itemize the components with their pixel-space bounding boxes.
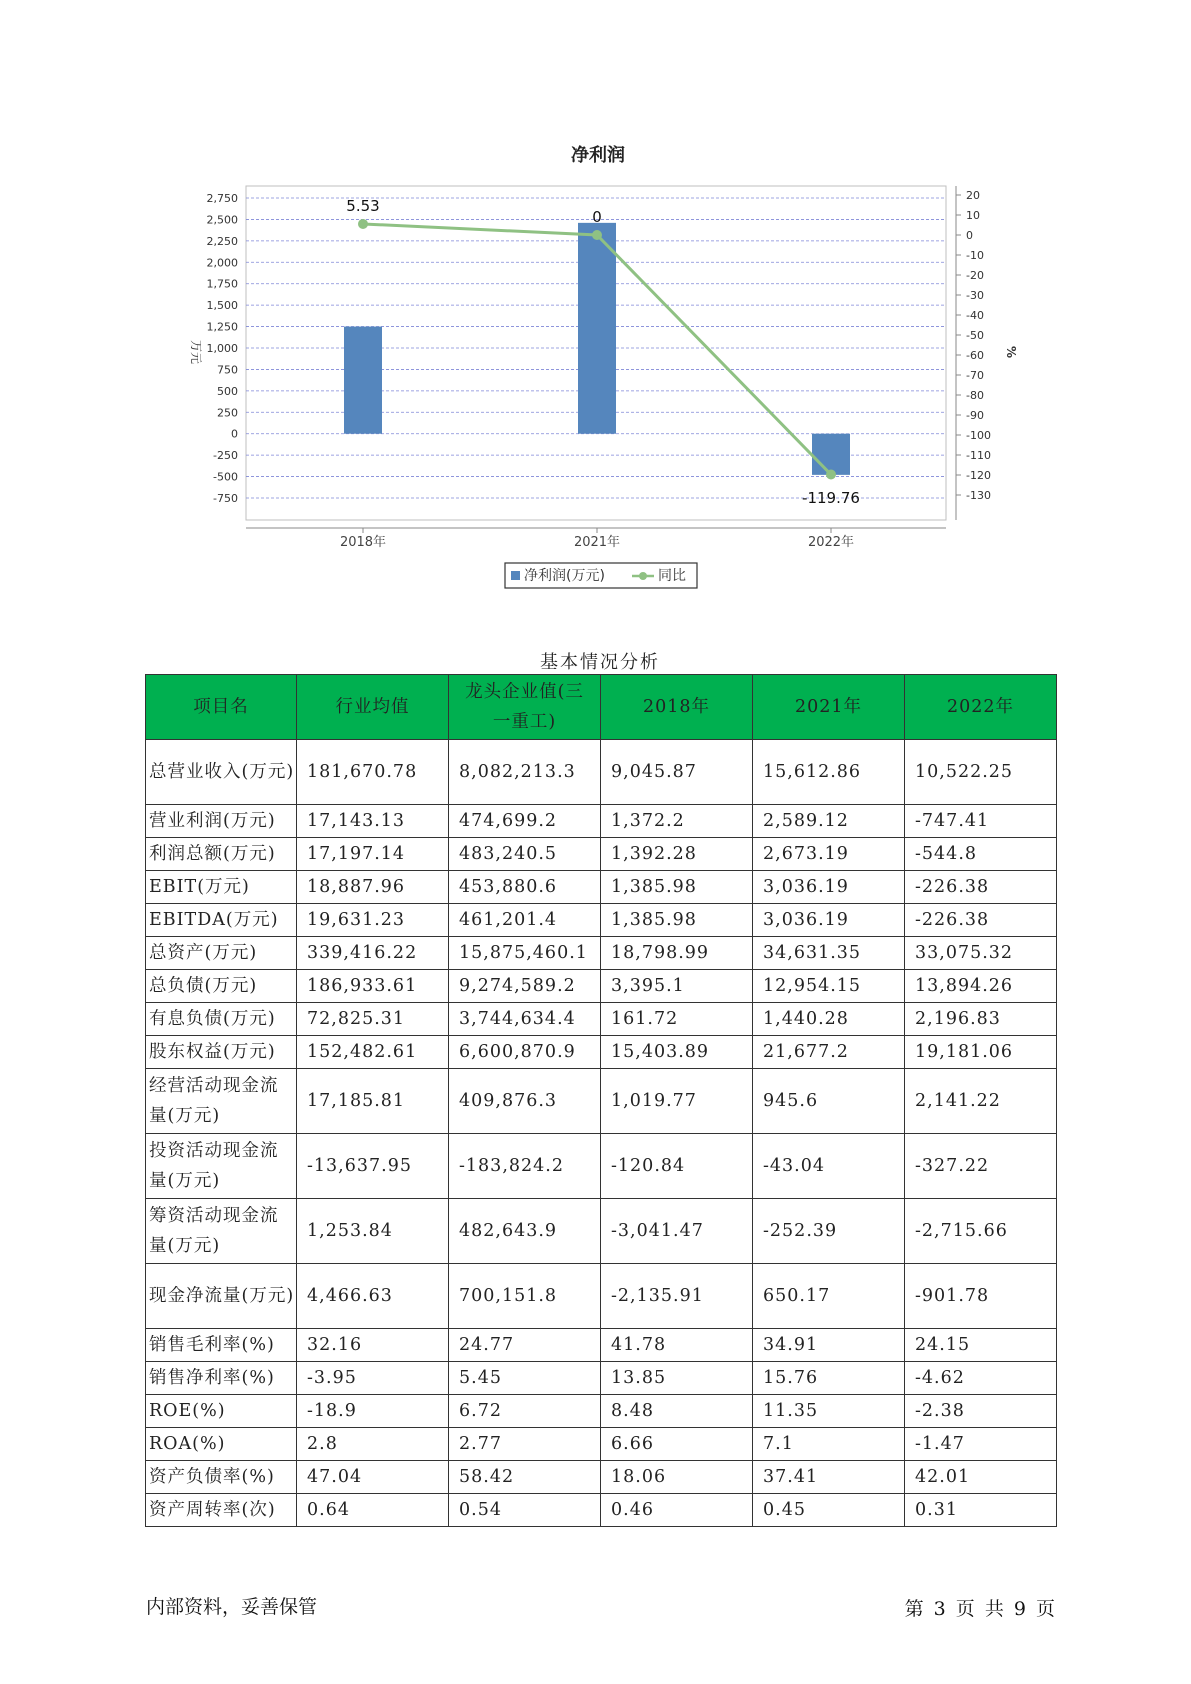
header-2021: 2021年: [753, 675, 905, 740]
table-cell: 700,151.8: [449, 1264, 601, 1329]
right-tick-label: -110: [966, 449, 991, 462]
row-item-name: 资产负债率(%): [146, 1461, 297, 1494]
table-cell: 1,392.28: [601, 838, 753, 871]
table-cell: 945.6: [753, 1069, 905, 1134]
table-cell: 2,196.83: [905, 1003, 1057, 1036]
table-cell: 41.78: [601, 1329, 753, 1362]
table-cell: 18.06: [601, 1461, 753, 1494]
table-row: [146, 1395, 1057, 1428]
table-cell: 0.45: [753, 1494, 905, 1527]
table-cell: 0.31: [905, 1494, 1057, 1527]
left-tick-label: 0: [231, 427, 238, 441]
row-item-name: 销售毛利率(%): [146, 1329, 297, 1362]
table-cell: 18,798.99: [601, 937, 753, 970]
table-cell: -13,637.95: [297, 1134, 449, 1199]
left-tick-label: 2,250: [206, 234, 238, 248]
right-tick-label: -100: [966, 429, 991, 442]
left-tick-label: -250: [213, 449, 238, 463]
right-tick-label: -30: [966, 289, 984, 302]
table-cell: 2.8: [297, 1428, 449, 1461]
right-tick-label: -70: [966, 369, 984, 382]
table-cell: 186,933.61: [297, 970, 449, 1003]
row-item-name: 筹资活动现金流量(万元): [146, 1199, 297, 1264]
table-cell: 15,612.86: [753, 740, 905, 805]
table-cell: -120.84: [601, 1134, 753, 1199]
table-row: [146, 1494, 1057, 1527]
row-item-name: 总负债(万元): [146, 970, 297, 1003]
x-tick-label: 2018年: [339, 535, 387, 550]
row-item-name: EBIT(万元): [146, 871, 297, 904]
table-cell: 1,253.84: [297, 1199, 449, 1264]
table-cell: -183,824.2: [449, 1134, 601, 1199]
row-item-name: 经营活动现金流量(万元): [146, 1069, 297, 1134]
table-cell: -2,135.91: [601, 1264, 753, 1329]
table-row: [146, 1036, 1057, 1069]
table-row: [146, 1461, 1057, 1494]
header-2018: 2018年: [601, 675, 753, 740]
table-cell: 32.16: [297, 1329, 449, 1362]
basic-analysis-table: [145, 674, 1057, 1527]
footer-confidential-note: 内部资料，妥善保管: [146, 1596, 318, 1618]
table-cell: 24.77: [449, 1329, 601, 1362]
chart-title: 净利润: [571, 145, 625, 166]
left-tick-label: -750: [213, 492, 238, 505]
line-point-yoy: [826, 470, 836, 480]
table-cell: 161.72: [601, 1003, 753, 1036]
right-tick-label: -40: [966, 309, 984, 322]
left-tick-label: 2,000: [206, 256, 238, 270]
table-cell: 8.48: [601, 1395, 753, 1428]
table-cell: -226.38: [905, 904, 1057, 937]
table-cell: 15,403.89: [601, 1036, 753, 1069]
table-cell: 9,045.87: [601, 740, 753, 805]
table-cell: 483,240.5: [449, 838, 601, 871]
right-tick-label: 20: [966, 189, 980, 202]
row-item-name: 股东权益(万元): [146, 1036, 297, 1069]
table-cell: 10,522.25: [905, 740, 1057, 805]
table-cell: 1,019.77: [601, 1069, 753, 1134]
table-cell: 1,385.98: [601, 904, 753, 937]
table-cell: -2.38: [905, 1395, 1057, 1428]
row-item-name: 总资产(万元): [146, 937, 297, 970]
footer-page-number: 第 3 页 共 9 页: [904, 1598, 1055, 1620]
table-cell: -18.9: [297, 1395, 449, 1428]
row-item-name: EBITDA(万元): [146, 904, 297, 937]
header-item-name: 项目名: [146, 675, 297, 740]
table-row: [146, 871, 1057, 904]
right-tick-label: -60: [966, 349, 984, 362]
table-cell: 181,670.78: [297, 740, 449, 805]
data-label-yoy: 0: [592, 208, 602, 226]
left-tick-label: 2,750: [206, 192, 238, 205]
net-profit-chart: [0, 0, 1191, 600]
left-tick-label: -500: [213, 470, 238, 484]
table-cell: 15,875,460.1: [449, 937, 601, 970]
table-cell: 474,699.2: [449, 805, 601, 838]
table-cell: 1,385.98: [601, 871, 753, 904]
table-cell: 17,185.81: [297, 1069, 449, 1134]
table-cell: 13,894.26: [905, 970, 1057, 1003]
table-header-row: [146, 675, 1057, 740]
table-row: [146, 805, 1057, 838]
bar-net-profit: [812, 434, 850, 475]
right-tick-label: -20: [966, 269, 984, 282]
table-row: [146, 1134, 1057, 1199]
table-cell: 482,643.9: [449, 1199, 601, 1264]
table-row: [146, 1069, 1057, 1134]
table-cell: 6,600,870.9: [449, 1036, 601, 1069]
left-tick-label: 2,500: [206, 213, 238, 227]
table-cell: 8,082,213.3: [449, 740, 601, 805]
right-tick-label: -50: [966, 329, 984, 342]
table-cell: 339,416.22: [297, 937, 449, 970]
left-tick-label: 1,000: [206, 342, 238, 355]
table-cell: -544.8: [905, 838, 1057, 871]
table-cell: 2,673.19: [753, 838, 905, 871]
row-item-name: 总营业收入(万元): [146, 740, 297, 805]
left-axis-title: 万元: [189, 339, 203, 365]
left-tick-label: 750: [217, 363, 238, 377]
table-cell: 2,141.22: [905, 1069, 1057, 1134]
legend-bar-label: 净利润(万元): [524, 568, 605, 584]
table-cell: 650.17: [753, 1264, 905, 1329]
table-cell: -1.47: [905, 1428, 1057, 1461]
table-row: [146, 937, 1057, 970]
left-tick-label: 1,500: [206, 299, 238, 313]
table-cell: -4.62: [905, 1362, 1057, 1395]
row-item-name: 利润总额(万元): [146, 838, 297, 871]
table-cell: 42.01: [905, 1461, 1057, 1494]
table-row: [146, 1199, 1057, 1264]
table-cell: 12,954.15: [753, 970, 905, 1003]
legend-line-label: 同比: [658, 568, 686, 584]
left-tick-label: 250: [217, 406, 238, 420]
table-cell: 3,036.19: [753, 904, 905, 937]
table-cell: -226.38: [905, 871, 1057, 904]
table-cell: 58.42: [449, 1461, 601, 1494]
data-label-yoy: -119.76: [802, 489, 860, 507]
row-item-name: 销售净利率(%): [146, 1362, 297, 1395]
legend-bar-swatch: [511, 571, 520, 580]
table-cell: 461,201.4: [449, 904, 601, 937]
table-cell: 152,482.61: [297, 1036, 449, 1069]
left-tick-label: 1,250: [206, 320, 238, 334]
right-tick-label: 0: [966, 229, 973, 242]
table-cell: 18,887.96: [297, 871, 449, 904]
table-cell: 0.54: [449, 1494, 601, 1527]
legend-line-marker: [639, 572, 647, 580]
table-cell: 19,631.23: [297, 904, 449, 937]
table-row: [146, 970, 1057, 1003]
table-cell: 34.91: [753, 1329, 905, 1362]
row-item-name: 资产周转率(次): [146, 1494, 297, 1527]
table-row: [146, 1428, 1057, 1461]
table-cell: 17,143.13: [297, 805, 449, 838]
row-item-name: 有息负债(万元): [146, 1003, 297, 1036]
table-cell: 453,880.6: [449, 871, 601, 904]
table-cell: 3,036.19: [753, 871, 905, 904]
right-tick-label: -120: [966, 469, 991, 482]
table-row: [146, 904, 1057, 937]
table-body: [146, 740, 1057, 1527]
table-cell: 19,181.06: [905, 1036, 1057, 1069]
table-row: [146, 838, 1057, 871]
table-cell: 4,466.63: [297, 1264, 449, 1329]
table-cell: -3.95: [297, 1362, 449, 1395]
table-cell: 0.46: [601, 1494, 753, 1527]
x-tick-label: 2021年: [573, 535, 621, 550]
left-tick-label: 1,750: [206, 277, 238, 291]
table-cell: 2.77: [449, 1428, 601, 1461]
table-cell: 3,395.1: [601, 970, 753, 1003]
table-cell: 34,631.35: [753, 937, 905, 970]
table-cell: 37.41: [753, 1461, 905, 1494]
table-cell: 3,744,634.4: [449, 1003, 601, 1036]
data-label-yoy: 5.53: [346, 197, 380, 215]
table-cell: 6.66: [601, 1428, 753, 1461]
table-cell: 47.04: [297, 1461, 449, 1494]
right-tick-label: -90: [966, 409, 984, 422]
row-item-name: 营业利润(万元): [146, 805, 297, 838]
table-cell: 11.35: [753, 1395, 905, 1428]
table-cell: 7.1: [753, 1428, 905, 1461]
header-2022: 2022年: [905, 675, 1057, 740]
bar-net-profit: [344, 327, 382, 434]
table-row: [146, 1003, 1057, 1036]
table-cell: 2,589.12: [753, 805, 905, 838]
row-item-name: ROA(%): [146, 1428, 297, 1461]
right-tick-label: -130: [966, 489, 991, 502]
row-item-name: 投资活动现金流量(万元): [146, 1134, 297, 1199]
table-row: [146, 740, 1057, 805]
left-tick-label: 500: [217, 384, 238, 398]
header-leader-value: 龙头企业值(三一重工): [449, 675, 601, 740]
right-tick-label: 10: [966, 209, 980, 222]
table-cell: -3,041.47: [601, 1199, 753, 1264]
table-caption: 基本情况分析: [540, 652, 660, 673]
bar-net-profit: [578, 223, 616, 434]
table-cell: -327.22: [905, 1134, 1057, 1199]
table-cell: 9,274,589.2: [449, 970, 601, 1003]
table-cell: 24.15: [905, 1329, 1057, 1362]
table-cell: -747.41: [905, 805, 1057, 838]
table-cell: -43.04: [753, 1134, 905, 1199]
table-cell: 17,197.14: [297, 838, 449, 871]
line-point-yoy: [358, 219, 368, 229]
table-cell: 33,075.32: [905, 937, 1057, 970]
table-row: [146, 1264, 1057, 1329]
right-tick-label: -80: [966, 389, 984, 402]
table-row: [146, 1329, 1057, 1362]
table-cell: 0.64: [297, 1494, 449, 1527]
table-cell: -2,715.66: [905, 1199, 1057, 1264]
table-cell: 15.76: [753, 1362, 905, 1395]
line-point-yoy: [592, 230, 602, 240]
table-cell: 6.72: [449, 1395, 601, 1428]
table-cell: 409,876.3: [449, 1069, 601, 1134]
row-item-name: 现金净流量(万元): [146, 1264, 297, 1329]
row-item-name: ROE(%): [146, 1395, 297, 1428]
x-tick-label: 2022年: [807, 535, 855, 550]
table-cell: 21,677.2: [753, 1036, 905, 1069]
table-cell: -252.39: [753, 1199, 905, 1264]
right-tick-label: -10: [966, 249, 984, 262]
table-cell: 72,825.31: [297, 1003, 449, 1036]
table-cell: 1,440.28: [753, 1003, 905, 1036]
table-row: [146, 1362, 1057, 1395]
table-cell: -901.78: [905, 1264, 1057, 1329]
table-cell: 1,372.2: [601, 805, 753, 838]
table-cell: 13.85: [601, 1362, 753, 1395]
table-cell: 5.45: [449, 1362, 601, 1395]
header-industry-average: 行业均值: [297, 675, 449, 740]
right-axis-title: %: [1004, 345, 1018, 359]
